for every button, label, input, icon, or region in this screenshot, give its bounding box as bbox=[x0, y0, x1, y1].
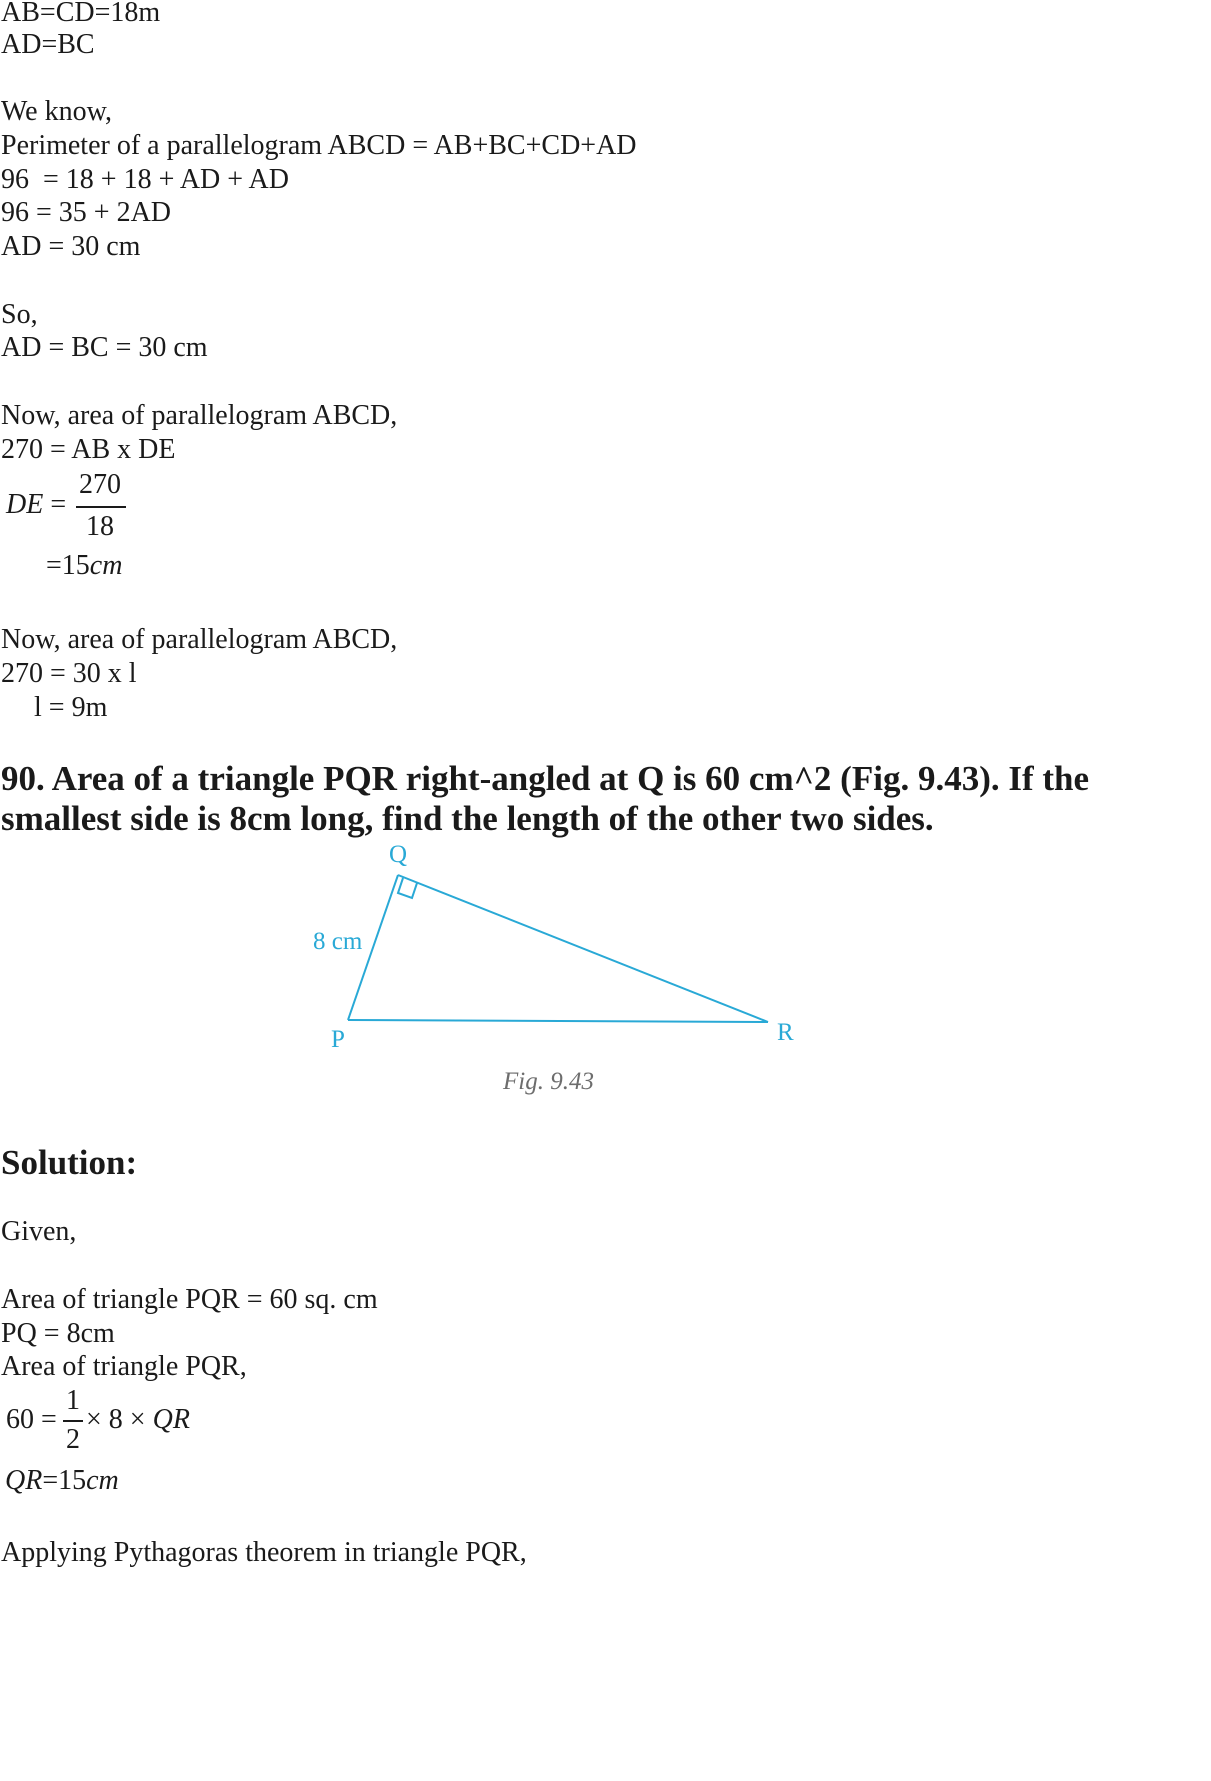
question-line: 90. Area of a triangle PQR right-angled at Q is 60 cm^2 (Fig. 9.43). If the bbox=[1, 759, 1090, 798]
text-line: l = 9m bbox=[34, 692, 108, 723]
fraction-denominator: 2 bbox=[66, 1424, 80, 1455]
eq-sign: = bbox=[42, 1465, 59, 1496]
right-angle-marker bbox=[398, 878, 417, 898]
side-pr bbox=[348, 1020, 768, 1022]
fraction-numerator: 1 bbox=[66, 1385, 80, 1416]
eq-variable: QR bbox=[152, 1404, 190, 1435]
text-line: So, bbox=[1, 299, 38, 330]
triangle-pqr bbox=[348, 875, 768, 1022]
text-line: PQ = 8cm bbox=[1, 1318, 115, 1349]
vertex-label-q: Q bbox=[389, 841, 408, 868]
side-length-label: 8 cm bbox=[313, 928, 363, 955]
text-line: Now, area of parallelogram ABCD, bbox=[1, 624, 398, 655]
eq-unit: cm bbox=[86, 1465, 119, 1496]
eq-unit: cm bbox=[89, 550, 123, 581]
text-line: 270 = 30 x l bbox=[1, 658, 137, 689]
eq-sign: = bbox=[46, 550, 62, 581]
text-line: 96 = 18 + 18 + AD + AD bbox=[1, 164, 289, 195]
vertex-label-r: R bbox=[777, 1019, 794, 1046]
text-line: AD = 30 cm bbox=[1, 231, 141, 262]
side-pq bbox=[348, 875, 398, 1020]
text-line: AD=BC bbox=[1, 29, 95, 60]
eq-lhs: DE bbox=[6, 489, 44, 520]
eq-value: 15 bbox=[61, 550, 90, 581]
fraction-numerator: 270 bbox=[79, 469, 121, 500]
side-qr bbox=[398, 875, 768, 1022]
text-line: Now, area of parallelogram ABCD, bbox=[1, 400, 398, 431]
fraction-bar bbox=[63, 1420, 83, 1422]
text-line: Applying Pythagoras theorem in triangle PQR, bbox=[1, 1537, 527, 1568]
solution-heading: Solution: bbox=[1, 1143, 138, 1182]
fraction-denominator: 18 bbox=[86, 511, 114, 542]
text-line: Perimeter of a parallelogram ABCD = AB+BC+CD+AD bbox=[1, 130, 637, 161]
text-line: 270 = AB x DE bbox=[1, 434, 176, 465]
eq-lhs: QR bbox=[5, 1465, 43, 1496]
vertex-label-p: P bbox=[331, 1026, 345, 1053]
text-line: AD = BC = 30 cm bbox=[1, 332, 208, 363]
fraction-bar bbox=[76, 506, 126, 508]
eq-value: 15 bbox=[58, 1465, 87, 1496]
text-line: Given, bbox=[1, 1216, 77, 1247]
text-line: We know, bbox=[1, 96, 113, 127]
eq-sign: = bbox=[41, 1404, 57, 1435]
eq-product: × 8 × bbox=[86, 1404, 146, 1435]
equation-qr bbox=[5, 1464, 119, 1498]
text-line: AB=CD=18m bbox=[1, 0, 161, 28]
eq-lhs: 60 bbox=[6, 1404, 34, 1435]
text-line: Area of triangle PQR, bbox=[1, 1351, 247, 1382]
text-line: 96 = 35 + 2AD bbox=[1, 197, 172, 228]
text-line: Area of triangle PQR = 60 sq. cm bbox=[1, 1284, 378, 1315]
eq-sign: = bbox=[50, 489, 67, 520]
figure-caption: Fig. 9.43 bbox=[503, 1068, 594, 1095]
question-line: smallest side is 8cm long, find the length of the other two sides. bbox=[1, 799, 934, 838]
